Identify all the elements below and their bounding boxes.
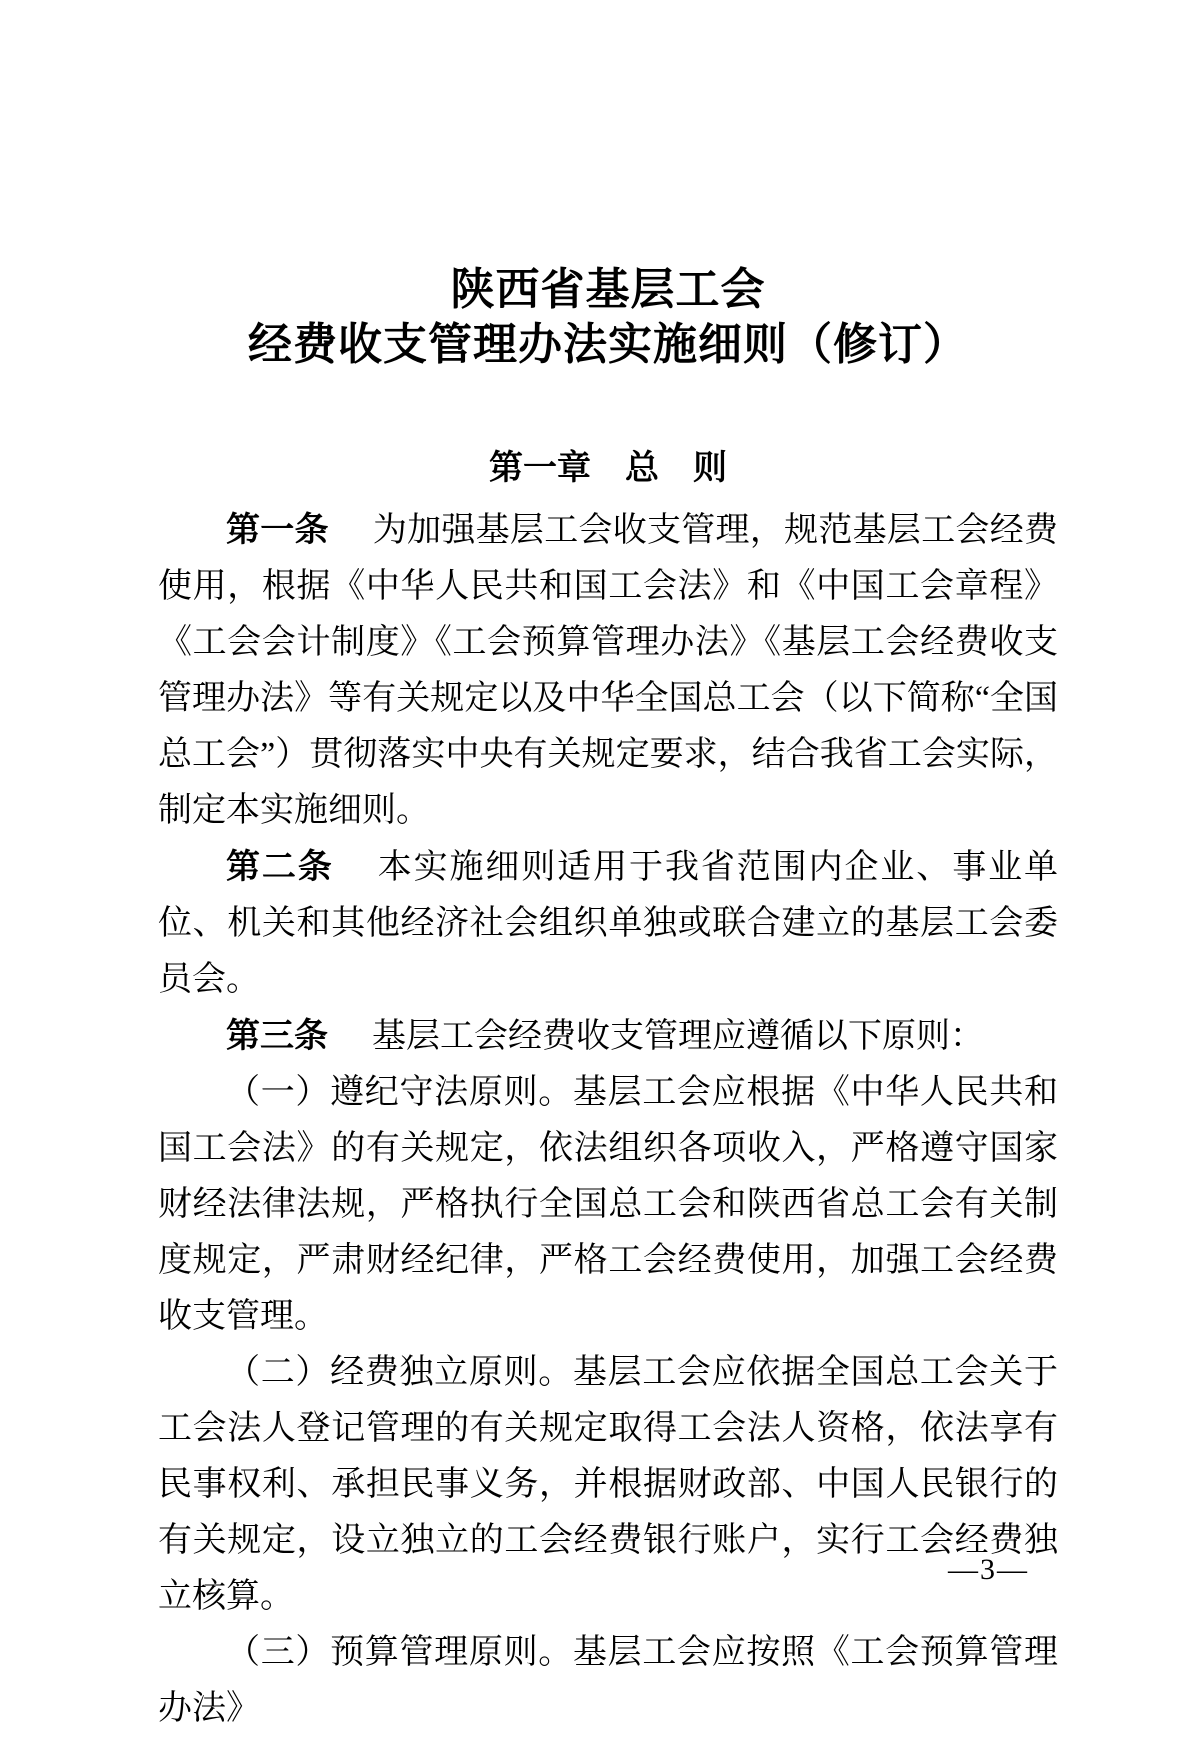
article-text: （二）经费独立原则。基层工会应依据全国总工会关于工会法人登记管理的有关规定取得工会法人资格，依法享有民事权利、承担民事义务，并根据财政部、中国人民银行的有关规定，设立独立的工会经费银行账户，实行工会经费独立核算。 xyxy=(158,1354,1058,1615)
document-title-line-1: 陕西省基层工会 xyxy=(450,265,766,314)
paragraph-article-2 xyxy=(158,839,1058,1008)
page-content xyxy=(158,0,1058,1737)
paragraph-principle-2 xyxy=(158,1345,1058,1625)
article-label: 第一条 xyxy=(226,511,329,549)
paragraph-principle-3 xyxy=(158,1625,1058,1737)
paragraph-principle-1 xyxy=(158,1065,1058,1345)
chapter-heading: 第一章 总 则 xyxy=(489,449,727,487)
document-title-line-2: 经费收支管理办法实施细则（修订） xyxy=(248,320,968,369)
article-text: （一）遵纪守法原则。基层工会应根据《中华人民共和国工会法》的有关规定，依法组织各项收入，严格遵守国家财经法律法规，严格执行全国总工会和陕西省总工会有关制度规定，严肃财经纪律，严格工会经费使用，加强工会经费收支管理。 xyxy=(158,1074,1058,1335)
article-text: 本实施细则适用于我省范围内企业、事业单位、机关和其他经济社会组织单独或联合建立的基层工会委员会。 xyxy=(158,849,1059,998)
article-text: （三）预算管理原则。基层工会应按照《工会预算管理办法》 xyxy=(158,1634,1058,1727)
document-title xyxy=(158,262,1058,372)
article-label: 第二条 xyxy=(226,848,334,886)
article-label: 第三条 xyxy=(226,1017,328,1055)
article-text: 为加强基层工会收支管理，规范基层工会经费使用，根据《中华人民共和国工会法》和《中国工会章程》《工会会计制度》《工会预算管理办法》《基层工会经费收支管理办法》等有关规定以及中华全国总工会（以下简称“全国总工会”）贯彻落实中央有关规定要求，结合我省工会实际，制定本实施细则。 xyxy=(158,512,1059,829)
paragraph-article-3 xyxy=(158,1008,1058,1065)
article-text: 基层工会经费收支管理应遵循以下原则： xyxy=(372,1018,984,1055)
document-body xyxy=(158,502,1058,1737)
page-number: —3— xyxy=(948,1553,1029,1586)
paragraph-article-1 xyxy=(158,502,1058,839)
